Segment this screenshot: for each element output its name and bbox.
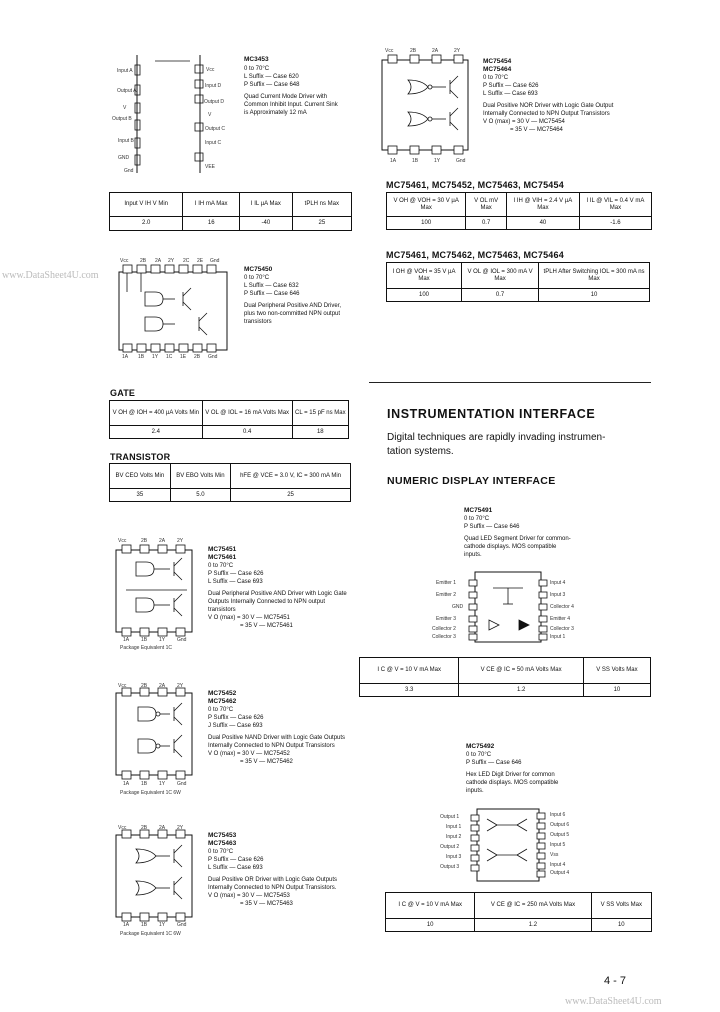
mc75492-desc-1: Hex LED Digit Driver for common [466,772,555,778]
mc75491-desc-1: Quad LED Segment Driver for common- [464,536,571,542]
mc75454-pin-bottom-4: Gnd [456,158,466,164]
mc75492-pin-left-4: Output 2 [440,844,460,850]
mc75461-part-number: MC75461 [208,554,237,561]
mc3453-pin-left-3: V [123,105,127,111]
mc75492-pin-left-1: Output 1 [440,814,460,820]
mc75450-pin-top-2: 2B [140,258,147,264]
page-number: 4 - 7 [604,975,627,987]
mc75491-temp: 0 to 70°C [464,516,490,522]
mc75454-pin-bottom-3: 1Y [434,158,441,164]
mc75491-part-number: MC75491 [464,507,493,514]
mc75453-desc-2: Internally Connected to NPN Output Transistors. [208,885,337,891]
mc75451-pin-top-1: Vcc [118,538,127,544]
t5-td-1: 100 [387,289,462,302]
mc75491-suffix: P Suffix — Case 646 [464,524,520,530]
mc75492-pin-right-1: Input 6 [550,812,566,818]
mc75492-th-3: V SS Volts Max [591,893,651,919]
mc75450-pin-top-3: 2A [155,258,162,264]
mc75453-part-number: MC75453 [208,832,237,839]
transistor-th-3: hFE @ VCE = 3.0 V, IC = 300 mA Min [231,464,351,489]
t4-spec-table [386,192,652,230]
mc75451-pin-top-3: 2A [159,538,166,544]
mc75454-part-number: MC75454 [483,58,512,65]
mc75491-pin-right-1: Input 4 [550,580,566,586]
gate-th-1: V OH @ IOH = 400 µA Volts Min [110,401,203,426]
gate-td-2: 0.4 [202,426,292,439]
mc75452-desc-1: Dual Positive NAND Driver with Logic Gate Outputs [208,735,346,741]
t4-th-1: V OH @ VOH = 30 V µA Max [387,193,466,217]
mc75453-vo-2: = 35 V — MC75463 [240,901,293,907]
t5-spec-table [386,262,650,302]
mc75491-td-3: 10 [583,684,650,697]
mc75450-suffix-1: L Suffix — Case 632 [244,283,299,289]
mc75451-pinout-diagram [112,540,197,640]
mc75491-pin-left-4: Emitter 3 [436,616,457,622]
instrumentation-para-line-2: tation systems. [387,446,454,457]
mc3453-pin-right-6: Input C [205,140,222,146]
mc75451-desc-3: transistors [208,607,236,613]
mc75454-vo-1: V O (max) = 30 V — MC75454 [483,119,565,125]
mc75491-td-1: 3.3 [360,684,459,697]
mc75451-pin-top-4: 2Y [177,538,184,544]
mc75452-desc-2: Internally Connected to NPN Output Transistors [208,743,335,749]
mc75452-vo-2: = 35 V — MC75462 [240,759,293,765]
t4-th-3: I IH @ VIH = 2.4 V µA Max [506,193,579,217]
mc3453-th-3: I IL µA Max [240,193,293,217]
instrumentation-heading: INSTRUMENTATION INTERFACE [387,407,596,421]
mc75491-pin-left-5: Collector 2 [432,626,456,632]
t5-th-1: I OH @ VOH = 35 V µA Max [387,263,462,289]
mc75454-desc-1: Dual Positive NOR Driver with Logic Gate Output [483,103,614,109]
mc75452-note: Package Equivalent 1C 6W [120,790,181,796]
mc75451-pin-bottom-2: 1B [141,637,148,643]
t5-td-2: 0.7 [462,289,539,302]
mc75450-pin-bottom-1: 1A [122,354,129,360]
mc75491-pin-left-6: Collector 3 [432,634,456,640]
mc75451-desc-2: Outputs Internally Connected to NPN output [208,599,326,605]
mc75453-pin-top-3: 2A [159,825,166,831]
mc3453-pin-right-1: Vcc [206,67,215,73]
transistor-td-1: 35 [110,489,171,502]
mc75450-pin-top-5: 2C [183,258,190,264]
mc75492-temp: 0 to 70°C [466,752,492,758]
mc75452-pin-top-2: 2B [141,683,148,689]
mc75450-desc-3: transistors [244,319,272,325]
mc75454-pin-bottom-2: 1B [412,158,419,164]
mc3453-pin-right-3: Output D [204,99,225,105]
mc75454-pinout-diagram [378,50,473,162]
mc3453-pin-right-5: Output C [205,126,226,132]
mc3453-suffix-1: L Suffix — Case 620 [244,74,299,80]
mc75451-part-number: MC75451 [208,546,237,553]
mc75454-vo-2: = 35 V — MC75464 [510,127,563,133]
mc75454-suffix-1: P Suffix — Case 626 [483,83,539,89]
mc75492-pin-right-2: Output 6 [550,822,570,828]
mc75454-pin-top-2: 2B [410,48,417,54]
mc75453-pin-bottom-3: 1Y [159,922,166,928]
t4-td-4: -1.6 [579,217,651,230]
mc75451-suffix-2: L Suffix — Case 693 [208,579,263,585]
mc75491-th-3: V SS Volts Max [583,658,650,684]
mc75492-pin-right-7: Output 4 [550,870,570,876]
mc75492-pin-left-2: Input 1 [446,824,462,830]
mc75463-part-number: MC75463 [208,840,237,847]
mc75452-part-number: MC75452 [208,690,237,697]
mc75491-pin-left-3: GND [452,604,464,610]
mc75452-suffix-2: J Suffix — Case 693 [208,723,263,729]
mc75453-pin-bottom-2: 1B [141,922,148,928]
t4-td-3: 40 [506,217,579,230]
transistor-spec-table [109,463,351,502]
mc75491-pinout-diagram [463,568,553,646]
transistor-heading: TRANSISTOR [110,452,171,462]
mc75452-vo-1: V O (max) = 30 V — MC75452 [208,751,290,757]
mc3453-td-2: 16 [183,217,240,231]
mc75492-td-3: 10 [591,919,651,932]
gate-td-3: 18 [292,426,348,439]
mc75452-suffix-1: P Suffix — Case 626 [208,715,264,721]
mc75453-pin-bottom-4: Gnd [177,922,187,928]
section-divider [369,382,651,383]
mc75491-pin-left-2: Emitter 2 [436,592,457,598]
t4-th-2: V OL mV Max [466,193,507,217]
mc75451-desc-1: Dual Peripheral Positive AND Driver with Logic Gate [208,591,347,597]
mc75492-th-2: V CE @ IC = 250 mA Volts Max [475,893,591,919]
mc75450-pin-bottom-4: 1C [166,354,173,360]
mc75451-vo-2: = 35 V — MC75461 [240,623,293,629]
mc75491-spec-table [359,657,651,697]
mc75450-temp: 0 to 70°C [244,275,270,281]
transistor-td-2: 5.0 [170,489,230,502]
mc75491-td-2: 1.2 [459,684,583,697]
mc75454-pin-top-1: Vcc [385,48,394,54]
mc75454-desc-2: Internally Connected to NPN Output Transistors [483,111,610,117]
mc75450-pinout-diagram [115,262,235,360]
mc75452-pinout-diagram [112,683,197,783]
mc75492-pin-left-3: Input 2 [446,834,462,840]
watermark-bottom: www.DataSheet4U.com [565,996,662,1007]
mc75453-pin-bottom-1: 1A [123,922,130,928]
mc75451-pin-bottom-4: Gnd [177,637,187,643]
t4-th-4: I IL @ VIL = 0.4 V mA Max [579,193,651,217]
mc75450-pin-bottom-7: Gnd [208,354,218,360]
mc75451-suffix-1: P Suffix — Case 626 [208,571,264,577]
mc75452-pin-top-3: 2A [159,683,166,689]
mc75491-pin-right-2: Input 3 [550,592,566,598]
mc75450-pin-bottom-5: 1E [180,354,187,360]
mc3453-pin-left-5: Input B [118,138,134,144]
mc75453-pinout-diagram [112,825,197,925]
mc3453-pin-left-2: Output A [117,88,137,94]
mc3453-th-1: Input V IH V Min [110,193,183,217]
mc75492-spec-table [385,892,652,932]
mc3453-th-4: tPLH ns Max [292,193,351,217]
mc75491-desc-2: cathode displays. MOS compatible [464,544,557,550]
mc75492-part-number: MC75492 [466,743,495,750]
mc75454-pin-top-3: 2A [432,48,439,54]
mc75492-pin-right-5: Vss [550,852,559,858]
mc75453-note: Package Equivalent 1C 6W [120,931,181,937]
transistor-td-3: 25 [231,489,351,502]
mc75453-temp: 0 to 70°C [208,849,234,855]
mc75491-th-1: I C @ V = 10 V mA Max [360,658,459,684]
mc75491-pin-right-6: Input 1 [550,634,566,640]
mc3453-pin-left-6: GND [118,155,130,161]
transistor-th-1: BV CEO Volts Min [110,464,171,489]
mc75492-th-1: I C @ V = 10 V mA Max [386,893,475,919]
mc75450-pin-bottom-6: 2B [194,354,201,360]
mc75491-desc-3: inputs. [464,552,482,558]
mc3453-td-3: -40 [240,217,293,231]
gate-td-1: 2.4 [110,426,203,439]
mc75492-pin-right-4: Input 5 [550,842,566,848]
mc75450-pin-top-4: 2Y [168,258,175,264]
mc75451-pin-bottom-3: 1Y [159,637,166,643]
mc75450-pin-top-7: Gnd [210,258,220,264]
mc75491-pin-left-1: Emitter 1 [436,580,457,586]
mc3453-pin-right-4: V [208,112,212,118]
mc3453-pin-left-1: Input A [117,68,133,74]
mc75492-td-1: 10 [386,919,475,932]
mc75491-th-2: V CE @ IC = 50 mA Volts Max [459,658,583,684]
mc75453-desc-1: Dual Positive OR Driver with Logic Gate Outputs [208,877,338,883]
instrumentation-para-line-1: Digital techniques are rapidly invading instrumen- [387,432,606,443]
mc75453-suffix-2: L Suffix — Case 693 [208,865,263,871]
mc75451-pin-top-2: 2B [141,538,148,544]
mc75453-pin-top-4: 2Y [177,825,184,831]
mc3453-pin-left-7: Gnd [124,168,134,174]
mc75492-desc-2: cathode displays. MOS compatible [466,780,559,786]
mc75450-pin-bottom-2: 1B [138,354,145,360]
gate-th-3: CL = 15 pF ns Max [292,401,348,426]
mc75464-part-number: MC75464 [483,66,512,73]
mc75452-pin-bottom-4: Gnd [177,781,187,787]
mc3453-spec-table [109,192,352,231]
mc75492-pin-left-6: Output 3 [440,864,460,870]
mc75453-suffix-1: P Suffix — Case 626 [208,857,264,863]
mc75462-part-number: MC75462 [208,698,237,705]
mc75492-pin-right-3: Output 5 [550,832,570,838]
watermark-top: www.DataSheet4U.com [2,270,99,281]
mc3453-td-1: 2.0 [110,217,183,231]
mc75492-desc-3: inputs. [466,788,484,794]
gate-th-2: V OL @ IOL = 16 mA Volts Max [202,401,292,426]
mc75454-pin-top-4: 2Y [454,48,461,54]
mc75453-pin-top-2: 2B [141,825,148,831]
mc75450-pin-bottom-3: 1Y [152,354,159,360]
mc75451-note: Package Equivalent 1C [120,645,172,651]
mc75492-pin-left-5: Input 3 [446,854,462,860]
gate-spec-table [109,400,349,439]
mc75451-vo-1: V O (max) = 30 V — MC75451 [208,615,290,621]
t4-td-1: 100 [387,217,466,230]
transistor-th-2: BV EBO Volts Min [170,464,230,489]
mc3453-part-number: MC3453 [244,56,269,63]
mc3453-desc-3: is Approximately 12 mA [244,110,307,116]
mc75452-temp: 0 to 70°C [208,707,234,713]
mc75492-pin-right-6: Input 4 [550,862,566,868]
mc3453-td-4: 25 [292,217,351,231]
mc75491-pin-right-5: Collector 3 [550,626,574,632]
mc75450-part-number: MC75450 [244,266,273,273]
mc3453-pin-left-4: Output B [112,116,132,122]
mc75450-desc-1: Dual Peripheral Positive AND Driver, [244,303,342,309]
gate-heading: GATE [110,388,136,398]
t4-td-2: 0.7 [466,217,507,230]
mc75492-pinout-diagram [467,805,547,885]
mc3453-desc-1: Quad Current Mode Driver with [244,94,328,100]
mc75452-pin-bottom-3: 1Y [159,781,166,787]
mc75453-vo-1: V O (max) = 30 V — MC75453 [208,893,290,899]
mc75451-temp: 0 to 70°C [208,563,234,569]
mc3453-temp: 0 to 70°C [244,66,270,72]
mc3453-pin-right-2: Input D [205,83,222,89]
mc75452-pin-bottom-1: 1A [123,781,130,787]
mc75450-suffix-2: P Suffix — Case 646 [244,291,300,297]
t5-heading: MC75461, MC75462, MC75463, MC75464 [386,250,564,260]
mc75452-pin-top-4: 2Y [177,683,184,689]
mc75450-desc-2: plus two non-committed NPN output [244,311,341,317]
mc75454-suffix-2: L Suffix — Case 693 [483,91,538,97]
mc75450-pin-top-6: 2E [197,258,204,264]
mc75491-pin-right-3: Collector 4 [550,604,574,610]
t5-td-3: 10 [539,289,650,302]
numeric-display-heading: NUMERIC DISPLAY INTERFACE [387,475,556,487]
mc3453-pin-right-7: VEE [205,164,216,170]
mc75451-pin-bottom-1: 1A [123,637,130,643]
mc3453-suffix-2: P Suffix — Case 648 [244,82,300,88]
mc3453-desc-2: Common Inhibit Input. Current Sink [244,102,338,108]
mc3453-th-2: I IH mA Max [183,193,240,217]
mc75453-pin-top-1: Vcc [118,825,127,831]
t5-th-3: tPLH After Switching IOL = 300 mA ns Max [539,263,650,289]
mc75450-pin-top-1: Vcc [120,258,129,264]
mc75452-pin-top-1: Vcc [118,683,127,689]
mc75492-td-2: 1.2 [475,919,591,932]
mc75491-pin-right-4: Emitter 4 [550,616,571,622]
mc75454-temp: 0 to 70°C [483,75,509,81]
mc75452-pin-bottom-2: 1B [141,781,148,787]
t5-th-2: V OL @ IOL = 300 mA V Max [462,263,539,289]
mc75492-suffix: P Suffix — Case 646 [466,760,522,766]
mc75454-pin-bottom-1: 1A [390,158,397,164]
t4-heading: MC75461, MC75452, MC75463, MC75454 [386,180,564,190]
